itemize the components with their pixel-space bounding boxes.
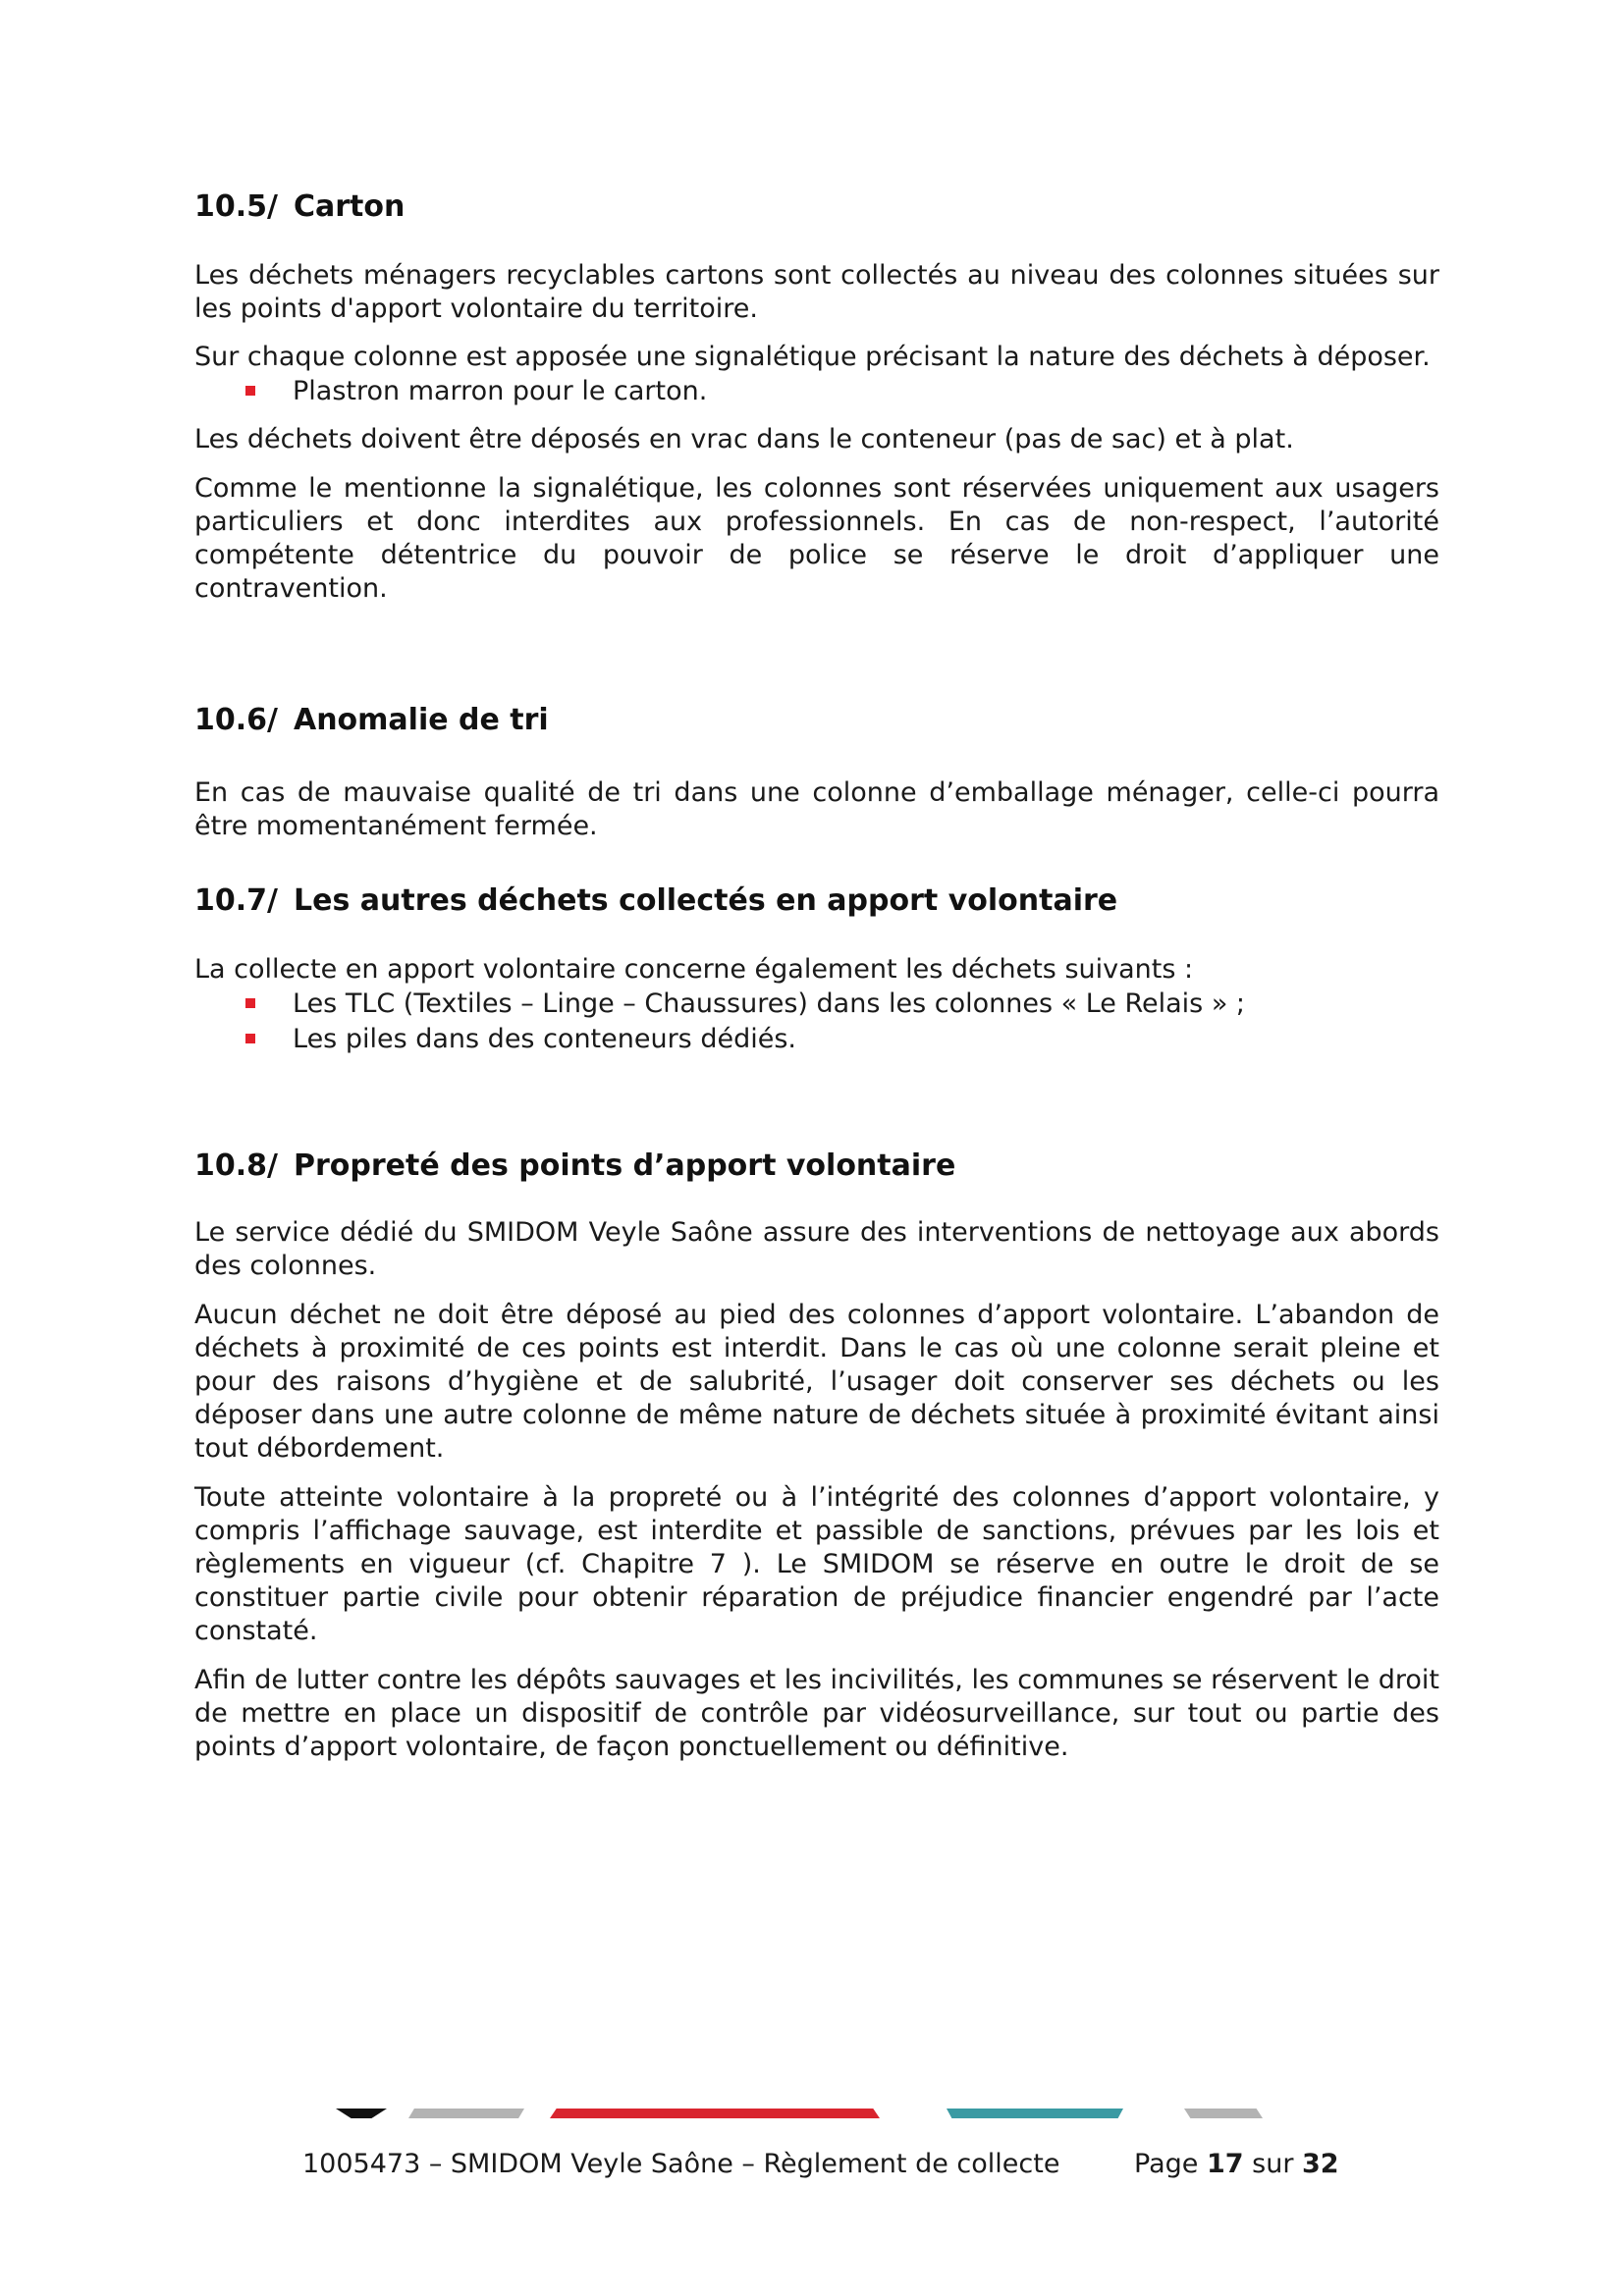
bullet-square-icon [245, 1034, 255, 1043]
section-heading-10-5: 10.5/ Carton [194, 189, 406, 224]
paragraph: En cas de mauvaise qualité de tri dans une colonne d’emballage ménager, celle-ci pourra être momentanément fermée. [194, 777, 1439, 841]
footer-bar-black [336, 2109, 387, 2118]
paragraph: Sur chaque colonne est apposée une signalétique précisant la nature des déchets à déposer. [194, 342, 1431, 372]
footer-page-number: Page 17 sur 32 [1134, 2149, 1339, 2179]
paragraph: Toute atteinte volontaire à la propreté ou à l’intégrité des colonnes d’apport volontaire, y compris l’affichage sauvage, est interdite et passible de sanctions, prévues par les lois et règlements en vigueur (cf. Chapitre 7 ). Le SMIDOM se réserve en outre le droit de se constituer partie civile pour obtenir réparation de préjudice financier engendré par l’acte constaté. [194, 1482, 1439, 1646]
section-heading-10-6: 10.6/ Anomalie de tri [194, 703, 549, 737]
footer-bar-teal [947, 2109, 1123, 2118]
bullet-square-icon [245, 386, 255, 396]
paragraph: La collecte en apport volontaire concerne également les déchets suivants : [194, 954, 1194, 985]
list-item: Plastron marron pour le carton. [245, 374, 1439, 409]
bullet-list [194, 987, 1439, 1057]
paragraph: Comme le mentionne la signalétique, les colonnes sont réservées uniquement aux usagers particuliers et donc interdites aux professionnels. En cas de non-respect, l’autorité compétente détentrice du pouvoir de police se réserve le droit d’appliquer une contravention. [194, 473, 1439, 604]
section-heading-10-8: 10.8/ Propreté des points d’apport volontaire [194, 1148, 956, 1183]
section-heading-10-7: 10.7/ Les autres déchets collectés en apport volontaire [194, 883, 1118, 918]
footer-document-reference: 1005473 – SMIDOM Veyle Saône – Règlement de collecte [302, 2149, 1060, 2179]
paragraph: Afin de lutter contre les dépôts sauvages et les incivilités, les communes se réservent le droit de mettre en place un dispositif de contrôle par vidéosurveillance, sur tout ou partie des points d’apport volontaire, de façon ponctuellement ou définitive. [194, 1665, 1439, 1762]
footer-bar-red [550, 2109, 880, 2118]
footer-bar-grey-left [408, 2109, 524, 2118]
paragraph: Aucun déchet ne doit être déposé au pied des colonnes d’apport volontaire. L’abandon de déchets à proximité de ces points est interdit. Dans le cas où une colonne serait pleine et pour des raisons d’hygiène et de salubrité, l’usager doit conserver ses déchets ou les déposer dans une autre colonne de même nature de déchets située à proximité évitant ainsi tout débordement. [194, 1300, 1439, 1464]
current-page: 17 [1206, 2149, 1244, 2179]
list-item: Les TLC (Textiles – Linge – Chaussures) dans les colonnes « Le Relais » ; [245, 987, 1439, 1022]
paragraph: Le service dédié du SMIDOM Veyle Saône assure des interventions de nettoyage aux abords des colonnes. [194, 1217, 1439, 1281]
list-item: Les piles dans des conteneurs dédiés. [245, 1022, 1439, 1057]
paragraph: Les déchets ménagers recyclables cartons sont collectés au niveau des colonnes situées sur les points d'apport volontaire du territoire. [194, 260, 1439, 324]
footer-bar-grey-right [1184, 2109, 1263, 2118]
bullet-list [194, 374, 1439, 409]
total-pages: 32 [1302, 2149, 1339, 2179]
paragraph: Les déchets doivent être déposés en vrac dans le conteneur (pas de sac) et à plat. [194, 424, 1294, 454]
document-body [194, 188, 1439, 1764]
bullet-square-icon [245, 998, 255, 1008]
